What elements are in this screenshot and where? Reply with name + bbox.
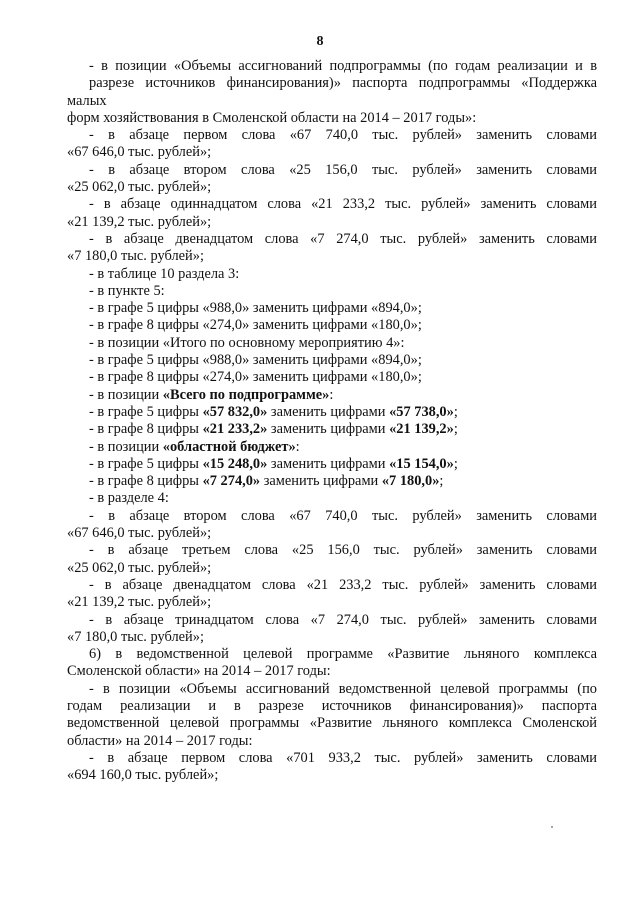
text-fragment: - в графе 5 цифры [89, 403, 203, 420]
text-line: разрезе источников финансирования)» паспорта подпрограммы «Поддержка малых [67, 75, 597, 109]
text-line: «7 180,0 тыс. рублей»; [67, 248, 204, 265]
text-line: «694 160,0 тыс. рублей»; [67, 767, 219, 784]
text-line: - в абзаце тринадцатом слова «7 274,0 тыс. рублей» заменить словами [89, 611, 597, 628]
text-fragment: : [329, 386, 334, 403]
bold-fragment: «21 139,2» [389, 421, 454, 438]
page-number: 8 [316, 34, 324, 49]
text-fragment: ; [439, 473, 444, 490]
text-fragment: ; [453, 421, 458, 438]
text-line: - в абзаце первом слова «701 933,2 тыс. рублей» заменить словами [89, 749, 597, 766]
text-fragment: - в позиции [89, 438, 163, 455]
text-line: - в абзаце одиннадцатом слова «21 233,2 тыс. рублей» заменить словами [89, 196, 597, 213]
text-fragment: : [295, 438, 300, 455]
text-line [67, 421, 597, 438]
text-line: области» на 2014 – 2017 годы: [67, 732, 253, 749]
text-line: - в позиции «Итого по основному мероприятию 4»: [89, 334, 405, 351]
text-fragment: заменить цифрами [267, 403, 390, 420]
text-line: - в абзаце втором слова «25 156,0 тыс. рублей» заменить словами [89, 161, 597, 178]
text-line: - в разделе 4: [89, 490, 169, 507]
text-line [67, 456, 597, 473]
bold-fragment: «7 180,0» [381, 473, 440, 490]
text-line: «25 062,0 тыс. рублей»; [67, 179, 212, 196]
text-line: - в абзаце третьем слова «25 156,0 тыс. рублей» заменить словами [89, 542, 597, 559]
text-line: - в пункте 5: [89, 282, 165, 299]
bold-fragment: «21 233,2» [202, 421, 268, 438]
bold-fragment: «7 274,0» [202, 473, 261, 490]
text-line: - в графе 8 цифры «274,0» заменить цифрами «180,0»; [89, 317, 422, 334]
text-line: «7 180,0 тыс. рублей»; [67, 628, 204, 645]
text-line: ведомственной целевой программы «Развитие льняного комплекса Смоленской [67, 715, 597, 732]
bold-fragment: «57 832,0» [202, 403, 268, 420]
text-fragment: - в позиции [89, 386, 163, 403]
text-line: «67 646,0 тыс. рублей»; [67, 525, 212, 542]
text-line [67, 387, 597, 404]
text-line [67, 439, 597, 456]
bold-fragment: «15 248,0» [202, 455, 268, 472]
text-line: - в абзаце двенадцатом слова «7 274,0 тыс. рублей» заменить словами [89, 230, 597, 247]
text-fragment: ; [453, 403, 458, 420]
bold-fragment: «57 738,0» [389, 403, 454, 420]
text-fragment: - в графе 8 цифры [89, 421, 203, 438]
text-line: «25 062,0 тыс. рублей»; [67, 559, 212, 576]
text-fragment: заменить цифрами [260, 473, 382, 490]
text-line: - в позиции «Объемы ассигнований ведомственной целевой программы (по [89, 680, 597, 697]
text-line: - в абзаце втором слова «67 740,0 тыс. рублей» заменить словами [89, 507, 597, 524]
text-fragment: ; [453, 455, 458, 472]
text-line: Смоленской области» на 2014 – 2017 годы: [67, 663, 331, 680]
text-line: - в позиции «Объемы ассигнований подпрограммы (по годам реализации и в [89, 58, 597, 74]
text-line [67, 473, 597, 490]
text-line [67, 404, 597, 421]
bold-fragment: «областной бюджет» [162, 438, 296, 455]
bold-fragment: «15 154,0» [389, 455, 454, 472]
text-line: форм хозяйствования в Смоленской области на 2014 – 2017 годы»: [67, 109, 477, 126]
text-fragment: - в графе 8 цифры [89, 473, 203, 490]
document-body [67, 58, 597, 784]
text-fragment: - в графе 5 цифры [89, 455, 203, 472]
text-line: - в таблице 10 раздела 3: [89, 265, 240, 282]
text-line: - в абзаце первом слова «67 740,0 тыс. рублей» заменить словами [89, 127, 597, 144]
text-line: 6) в ведомственной целевой программе «Развитие льняного комплекса [89, 646, 597, 663]
text-line: - в абзаце двенадцатом слова «21 233,2 тыс. рублей» заменить словами [89, 576, 597, 593]
text-line: «21 139,2 тыс. рублей»; [67, 213, 212, 230]
bold-fragment: «Всего по подпрограмме» [162, 386, 330, 403]
text-fragment: заменить цифрами [267, 455, 390, 472]
text-line: - в графе 5 цифры «988,0» заменить цифрами «894,0»; [89, 300, 422, 317]
text-line: - в графе 8 цифры «274,0» заменить цифрами «180,0»; [89, 369, 422, 386]
text-line: «21 139,2 тыс. рублей»; [67, 594, 212, 611]
text-line: «67 646,0 тыс. рублей»; [67, 144, 212, 161]
text-line: - в графе 5 цифры «988,0» заменить цифрами «894,0»; [89, 352, 422, 369]
text-fragment: заменить цифрами [267, 421, 390, 438]
text-line: годам реализации и в разрезе источников финансирования)» паспорта [67, 697, 597, 714]
scan-speck [551, 826, 553, 828]
